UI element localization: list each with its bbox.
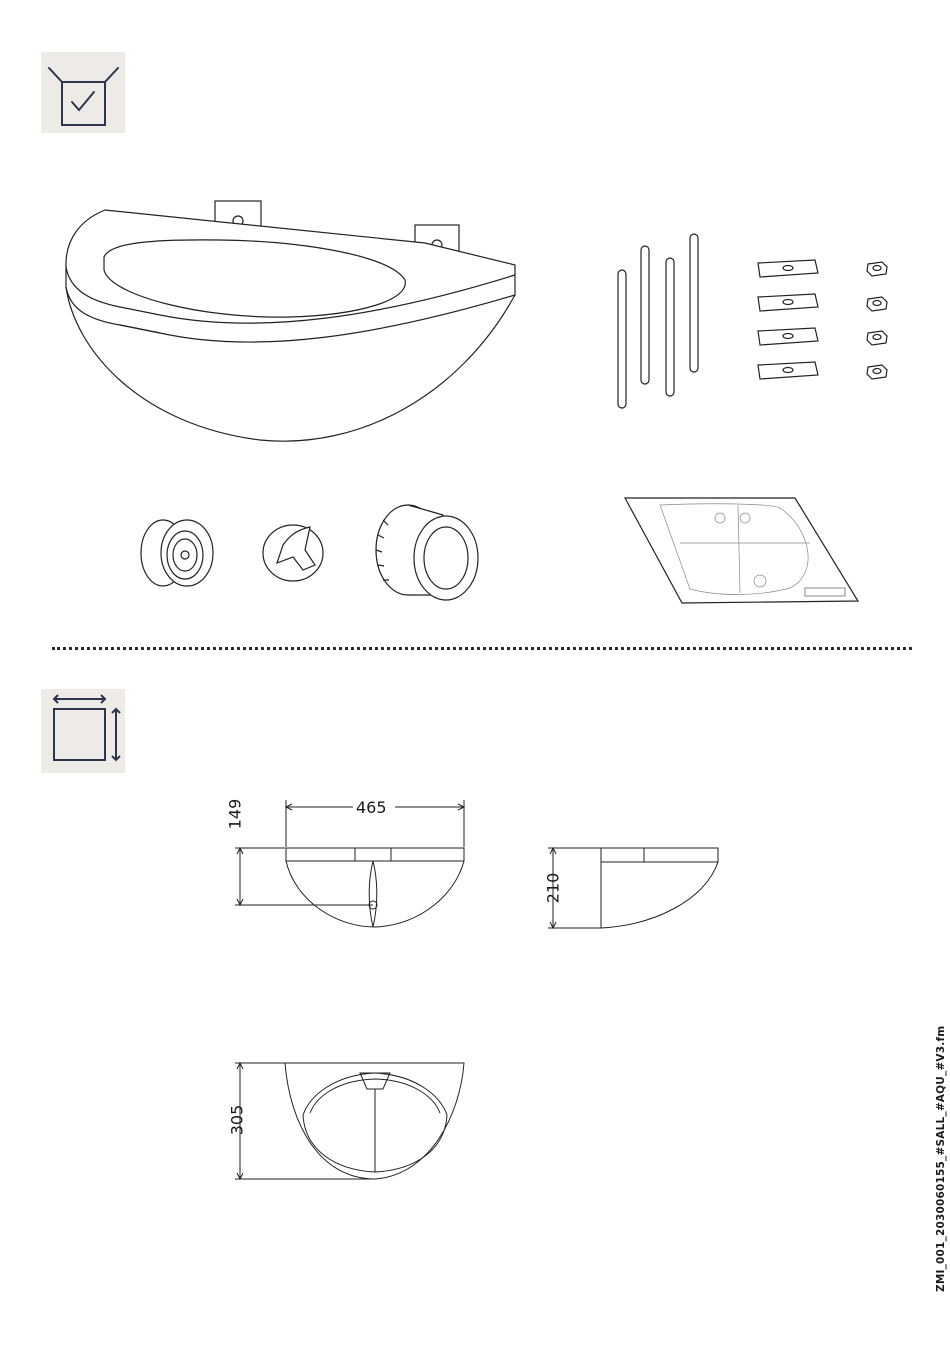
front-height-label: 149 (225, 798, 245, 830)
mounting-template-icon (620, 493, 860, 608)
square-washer-icon (750, 255, 825, 385)
top-view-drawing (225, 1055, 475, 1185)
drain-strainer-icon (135, 515, 220, 590)
front-width-label: 465 (356, 798, 387, 817)
overflow-cap-icon (255, 515, 330, 585)
washbasin-icon (60, 195, 520, 447)
dimensions-square-icon (41, 689, 125, 773)
top-depth-label: 305 (227, 1104, 247, 1136)
side-view-drawing (545, 840, 725, 935)
front-view-drawing (225, 795, 475, 935)
threaded-waste-coupling-icon (368, 500, 483, 610)
threaded-rod-icon (608, 228, 708, 413)
section-divider (52, 647, 912, 650)
nut-icon (862, 258, 892, 383)
box-contents-check-icon (41, 52, 125, 133)
side-height-label: 210 (543, 872, 563, 904)
file-code: ZMI_001_2030060155_#SALL_#AQU_#V3.fm (935, 1025, 947, 1292)
